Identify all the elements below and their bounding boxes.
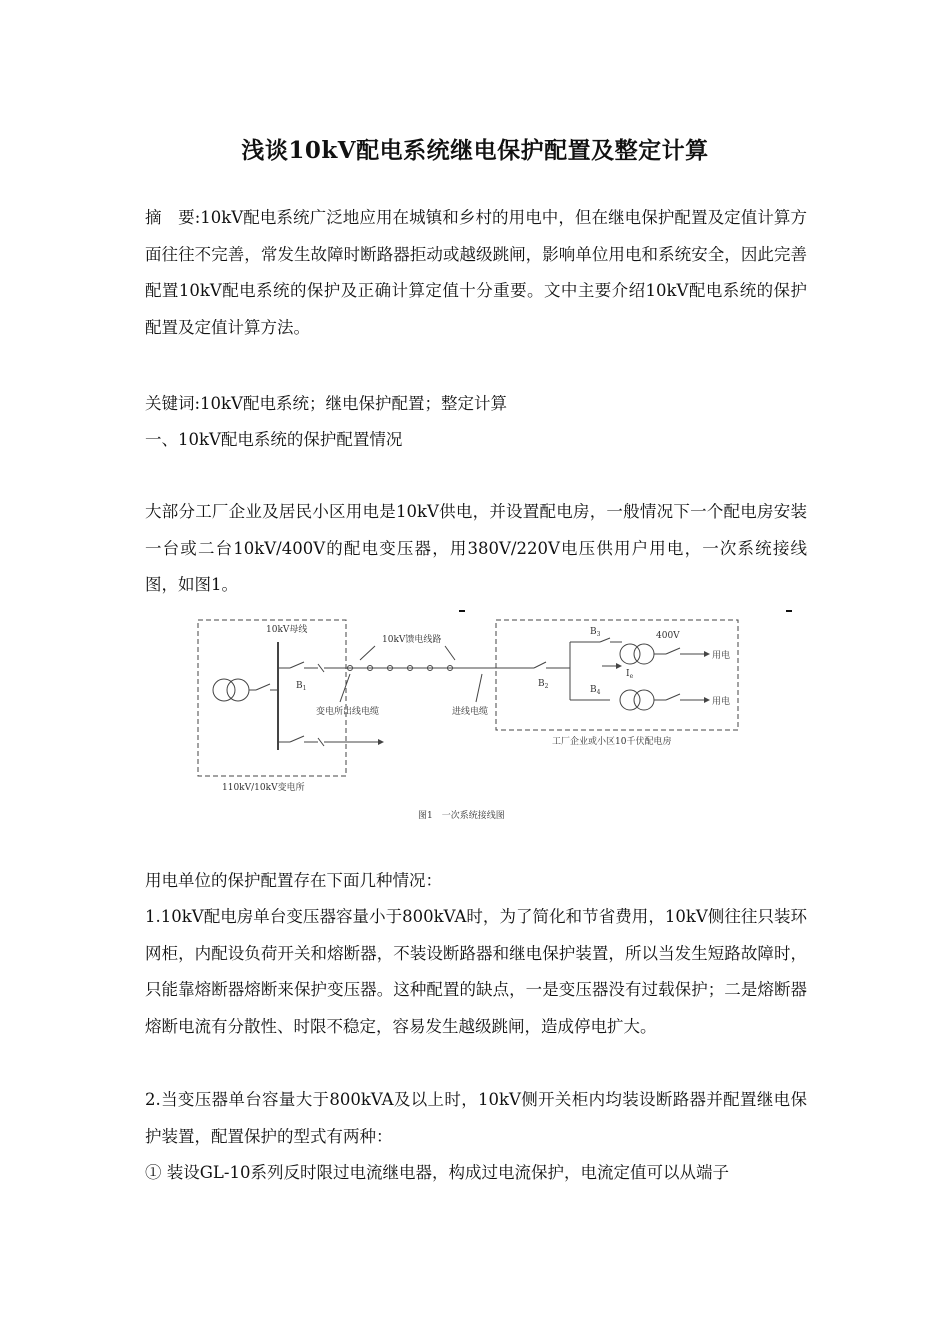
- bus-label: 10kV母线: [266, 625, 308, 635]
- feeder-label: 10kV馈电线路: [382, 635, 442, 645]
- load-label: 用电: [712, 651, 731, 661]
- ie-label: $I_e$: [626, 669, 634, 680]
- b4-label: $B_4$: [590, 685, 601, 696]
- intro-paragraph: 大部分工厂企业及居民小区用电是10kV供电，并设置配电房，一般情况下一个配电房安装一台或二台10kV/400V的配电变压器，用380V/220V电压供用户用电，一次系统接线图，如图1。: [145, 502, 807, 594]
- document-title: 浅谈10kV配电系统继电保护配置及整定计算: [241, 137, 709, 164]
- stray-mark: [786, 610, 792, 612]
- abstract-paragraph: 摘 要:10kV配电系统广泛地应用在城镇和乡村的用电中，但在继电保护配置及定值计算方面往往不完善，常发生故障时断路器拒动或越级跳闸，影响单位用电和系统安全，因此完善配置10kV配电系统的保护及正确计算定值十分重要。文中主要介绍10kV配电系统的保护配置及定值计算方法。: [145, 208, 807, 337]
- incoming-cable-label: 进线电缆: [452, 707, 489, 717]
- section-heading: 一、10kV配电系统的保护配置情况: [145, 430, 403, 449]
- b3-label: $B_3$: [590, 627, 601, 638]
- outgoing-cable-label: 变电所出线电缆: [316, 707, 380, 717]
- b1-label: $B_1$: [296, 681, 307, 692]
- keywords-line: 关键词:10kV配电系统；继电保护配置；整定计算: [145, 394, 507, 413]
- voltage-400v-label: 400V: [656, 631, 680, 641]
- distribution-room-label: 工厂企业或小区10千伏配电房: [552, 737, 672, 747]
- substation-label: 110kV/10kV变电所: [222, 783, 305, 793]
- list-item-1: 1.10kV配电房单台变压器容量小于800kVA时，为了简化和节省费用，10kV侧往往只装环网柜，内配设负荷开关和熔断器，不装设断路器和继电保护装置，所以当发生短路故障时，只能靠熔断器熔断来保护变压器。这种配置的缺点，一是变压器没有过载保护；二是熔断器熔断电流有分散性、时限不稳定，容易发生越级跳闸，造成停电扩大。: [145, 907, 807, 1036]
- figure-caption: 图1 一次系统接线图: [418, 811, 505, 821]
- b2-label: $B_2$: [538, 679, 549, 690]
- substation-box: [198, 620, 346, 776]
- system-wiring-diagram: [190, 602, 750, 830]
- list-item-2-sub-1: ① 装设GL-10系列反时限过电流继电器，构成过电流保护，电流定值可以从端子: [145, 1163, 729, 1182]
- protection-intro: 用电单位的保护配置存在下面几种情况：: [145, 871, 442, 890]
- load-label: 用电: [712, 697, 731, 707]
- list-item-2: 2.当变压器单台容量大于800kVA及以上时，10kV侧开关柜内均装设断路器并配置继电保护装置，配置保护的型式有两种：: [145, 1090, 807, 1146]
- distribution-room-box: [496, 620, 738, 730]
